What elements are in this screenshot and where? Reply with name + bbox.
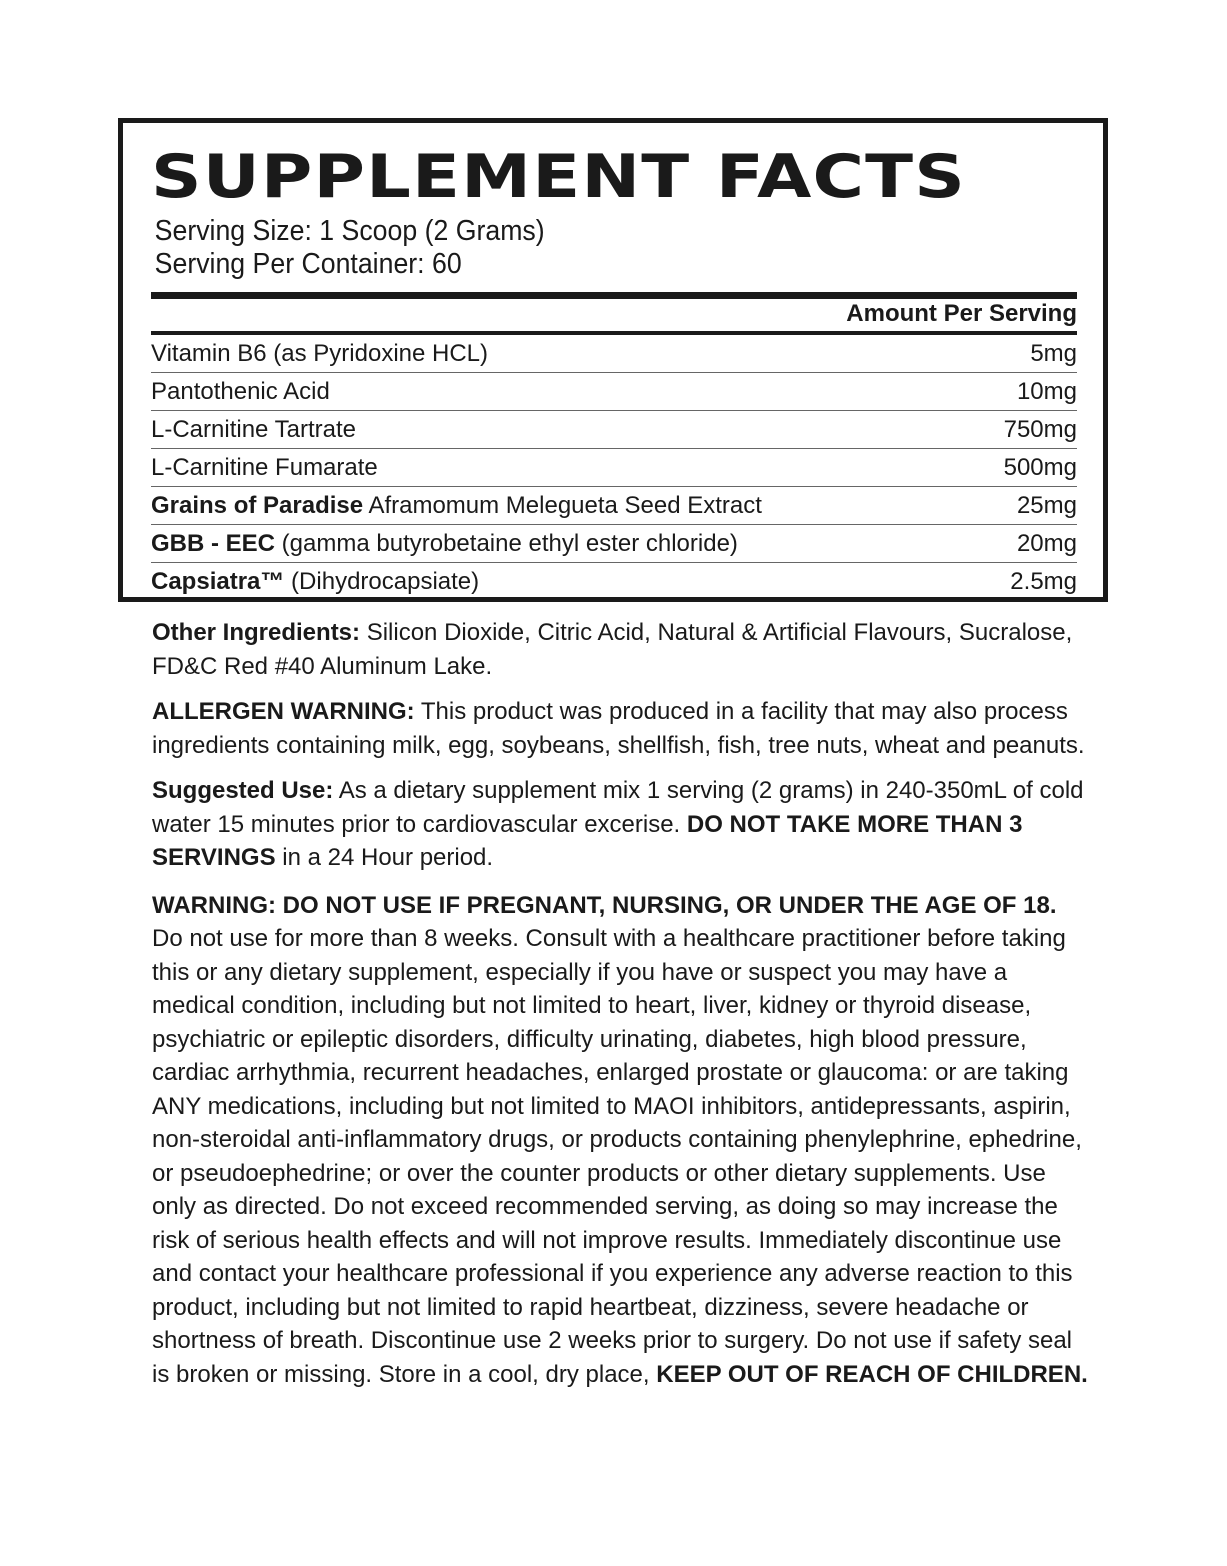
ingredient-amount: 2.5mg	[1010, 567, 1077, 595]
suggested-use	[152, 774, 1092, 875]
ingredient-row	[151, 563, 1077, 600]
allergen-warning	[152, 695, 1092, 762]
label-text-section	[152, 616, 1092, 1403]
ingredient-amount: 750mg	[1003, 415, 1077, 443]
supplement-facts-panel	[118, 118, 1108, 602]
suggested-use-text: As a dietary supplement mix 1 serving (2 grams) in 240-350mL of cold water 15 minutes prior to cardiovascular excerise.	[152, 777, 1084, 838]
ingredient-name	[151, 568, 479, 596]
ingredient-name	[151, 416, 356, 444]
suggested-use-tail: in a 24 Hour period.	[275, 844, 494, 871]
ingredient-row	[151, 335, 1077, 373]
ingredient-name	[151, 340, 488, 368]
ingredient-row	[151, 487, 1077, 525]
ingredient-row	[151, 411, 1077, 449]
ingredient-description: Aframomum Melegueta Seed Extract	[363, 491, 762, 519]
ingredient-description: (Dihydrocapsiate)	[284, 567, 480, 595]
other-ingredients	[152, 616, 1092, 683]
warning-label: WARNING: DO NOT USE IF PREGNANT, NURSING, OR UNDER THE AGE OF 18.	[152, 891, 1057, 919]
allergen-warning-label: ALLERGEN WARNING:	[152, 698, 415, 725]
ingredient-name	[151, 454, 378, 482]
ingredient-amount: 500mg	[1003, 453, 1077, 481]
ingredient-amount: 20mg	[1016, 529, 1077, 557]
warning	[152, 889, 1092, 1392]
other-ingredients-text: Silicon Dioxide, Citric Acid, Natural & Artificial Flavours, Sucralose, FD&C Red #40 Aluminum Lake.	[152, 619, 1073, 680]
ingredient-name	[151, 492, 762, 520]
warning-keep-out-of-reach: KEEP OUT OF REACH OF CHILDREN.	[656, 1360, 1088, 1388]
allergen-warning-text: This product was produced in a facility that may also process ingredients containing milk, egg, soybeans, shellfish, fish, tree nuts, wheat and peanuts.	[152, 698, 1085, 759]
ingredient-name	[151, 378, 330, 406]
suggested-use-label: Suggested Use:	[152, 777, 334, 804]
ingredient-description: L-Carnitine Fumarate	[151, 453, 378, 481]
thick-divider	[151, 292, 1077, 299]
ingredient-description: Pantothenic Acid	[151, 377, 330, 405]
suggested-use-limit: DO NOT TAKE MORE THAN 3 SERVINGS	[152, 810, 1023, 871]
serving-size: Serving Size: 1 Scoop (2 Grams)	[154, 215, 545, 247]
ingredient-description: Vitamin B6 (as Pyridoxine HCL)	[151, 339, 489, 367]
amount-per-serving-header: Amount Per Serving	[846, 300, 1077, 327]
ingredient-name	[151, 530, 738, 558]
servings-per-container: Serving Per Container: 60	[154, 248, 462, 280]
ingredient-row	[151, 373, 1077, 411]
ingredient-bold-name: Grains of Paradise	[151, 491, 364, 519]
ingredient-row	[151, 525, 1077, 563]
other-ingredients-label: Other Ingredients:	[152, 619, 361, 646]
ingredient-amount: 5mg	[1030, 339, 1077, 367]
facts-title: SUPPLEMENT FACTS	[151, 142, 966, 212]
ingredient-bold-name: Capsiatra™	[151, 567, 285, 595]
ingredient-description: L-Carnitine Tartrate	[151, 415, 356, 443]
ingredient-bold-name: GBB - EEC	[151, 529, 276, 557]
ingredient-description: (gamma butyrobetaine ethyl ester chloride)	[275, 529, 738, 557]
ingredient-amount: 25mg	[1016, 491, 1077, 519]
ingredient-amount: 10mg	[1016, 377, 1077, 405]
warning-text: Do not use for more than 8 weeks. Consult with a healthcare practitioner before taking this or any dietary supplement, especially if you have or suspect you may have a medical condition, including but not limited to heart, liver, kidney or thyroid disease, psychiatric or epileptic disorders, difficulty urinating, diabetes, high blood pressure, cardiac arrhythmia, recurrent headaches, enlarged prostate or glaucoma: or are taking ANY medications, including but not limited to MAOI inhibitors, antidepressants, aspirin, non-steroidal anti-inflammatory drugs, or products containing phenylephrine, ephedrine, or pseudoephedrine; or over the counter products or other dietary supplements. Use only as directed. Do not exceed recommended serving, as doing so may increase the risk of serious health effects and will not improve results. Immediately discontinue use and contact your healthcare professional if you experience any adverse reaction to this product, including but not limited to rapid heartbeat, dizziness, severe headache or shortness of breath. Discontinue use 2 weeks prior to surgery. Do not use if safety seal is broken or missing. Store in a cool, dry place,	[152, 925, 1082, 1388]
ingredient-row	[151, 449, 1077, 487]
